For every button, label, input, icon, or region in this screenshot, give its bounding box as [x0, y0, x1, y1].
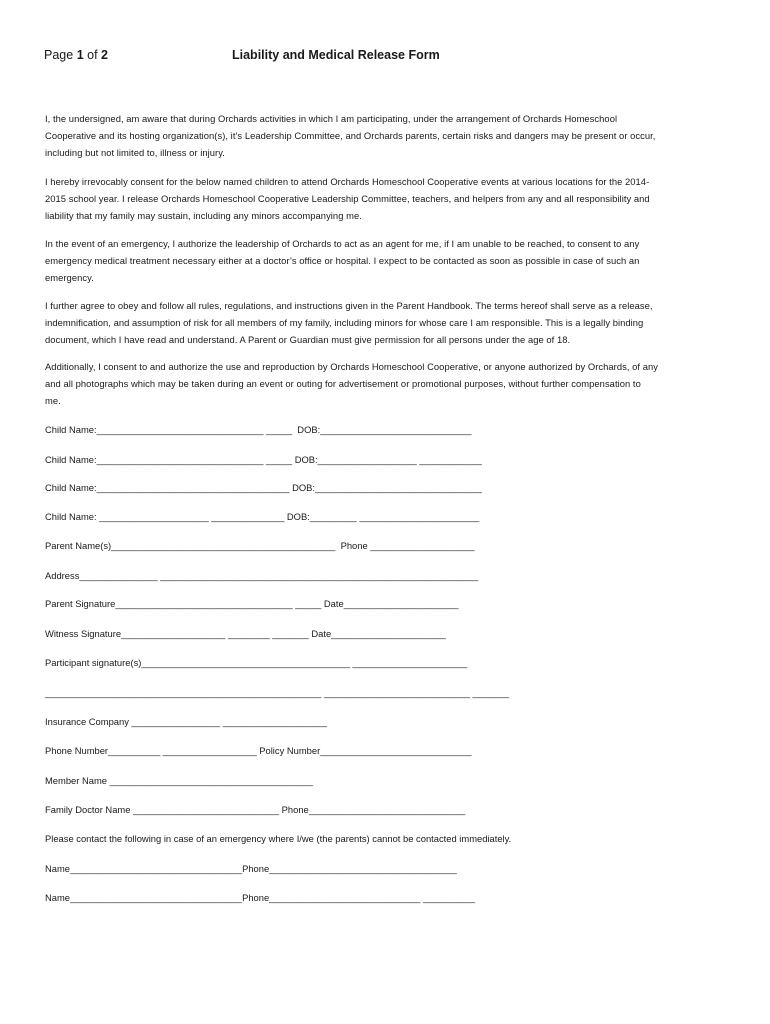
child-name-dob-field-3[interactable]: Child Name:_____________________________________ DOB:________________________________	[45, 482, 482, 493]
member-name-field[interactable]: Member Name _______________________________________	[45, 775, 313, 786]
form-title: Liability and Medical Release Form	[232, 48, 440, 62]
page-prefix: Page	[44, 48, 74, 62]
parent-name-phone-field[interactable]: Parent Name(s)___________________________________________ Phone ____________________	[45, 540, 475, 551]
participant-signature-field[interactable]: Participant signature(s)________________________________________ ______________________	[45, 657, 468, 668]
paragraph-photographs: Additionally, I consent to and authorize the use and reproduction by Orchards Homeschool Cooperative, or anyone authorized by Orchards, of any and all photographs which may be taken during an event or outing for advertisement or promotional purposes, without further compensation to me.	[45, 361, 659, 406]
emergency-contact-field-1[interactable]: Name_________________________________Phone____________________________________	[45, 863, 457, 874]
address-field[interactable]: Address_______________ _____________________________________________________________	[45, 570, 479, 581]
child-name-dob-field-2[interactable]: Child Name:________________________________ _____ DOB:___________________ ____________	[45, 454, 482, 465]
emergency-contact-instruction: Please contact the following in case of an emergency where I/we (the parents) cannot be contacted immediately.	[45, 833, 512, 844]
page-number	[44, 48, 108, 62]
paragraph-rules: I further agree to obey and follow all rules, regulations, and instructions given in the Parent Handbook. The terms hereof shall serve as a release, indemnification, and assumption of risk for all members of my family, including minors for whose care I am responsible. This is a legally binding document, which I have read and understand. A Parent or Guardian must give permission for all persons under the age of 18.	[45, 300, 653, 345]
child-name-dob-field-1[interactable]: Child Name:________________________________ _____ DOB:_____________________________	[45, 424, 472, 435]
form-header	[44, 48, 726, 66]
page-total: 2	[101, 48, 108, 62]
witness-signature-date-field[interactable]: Witness Signature____________________ ________ _______ Date______________________	[45, 628, 446, 639]
page-current: 1	[76, 48, 84, 62]
emergency-contact-field-2[interactable]: Name_________________________________Phone_____________________________ __________	[45, 892, 476, 903]
paragraph-emergency: In the event of an emergency, I authorize the leadership of Orchards to act as an agent for me, if I am unable to be reached, to consent to any emergency medical treatment necessary either at a doctor’s office or hospital. I expect to be contacted as soon as possible in case of such an emergency.	[45, 238, 640, 283]
phone-policy-number-field[interactable]: Phone Number__________ __________________ Policy Number_____________________________	[45, 745, 472, 756]
paragraph-risk-awareness: I, the undersigned, am aware that during Orchards activities in which I am participating, under the arrangement of Orchards Homeschool Cooperative and its hosting organization(s), it’s Leadership Committee, and Orchards parents, certain risks and dangers may be present or occur, including but not limited to, illness or injury.	[45, 113, 656, 158]
child-name-dob-field-4[interactable]: Child Name: _____________________ ______________ DOB:_________ _______________________	[45, 511, 480, 522]
parent-signature-date-field[interactable]: Parent Signature__________________________________ _____ Date______________________	[45, 598, 459, 609]
family-doctor-phone-field[interactable]: Family Doctor Name ____________________________ Phone______________________________	[45, 804, 466, 815]
insurance-company-field[interactable]: Insurance Company _________________ ____________________	[45, 716, 328, 727]
paragraph-consent-release: I hereby irrevocably consent for the below named children to attend Orchards Homeschool Cooperative events at various locations for the 2014- 2015 school year. I release Orchards Homeschool Cooperative Leadership Committee, teachers, and helpers from any and all responsibility and liability that my family may sustain, including any minors accompanying me.	[45, 176, 650, 221]
participant-signature-line-2[interactable]: _____________________________________________________ ____________________________ _______	[45, 687, 510, 698]
page-of: of	[87, 48, 98, 62]
